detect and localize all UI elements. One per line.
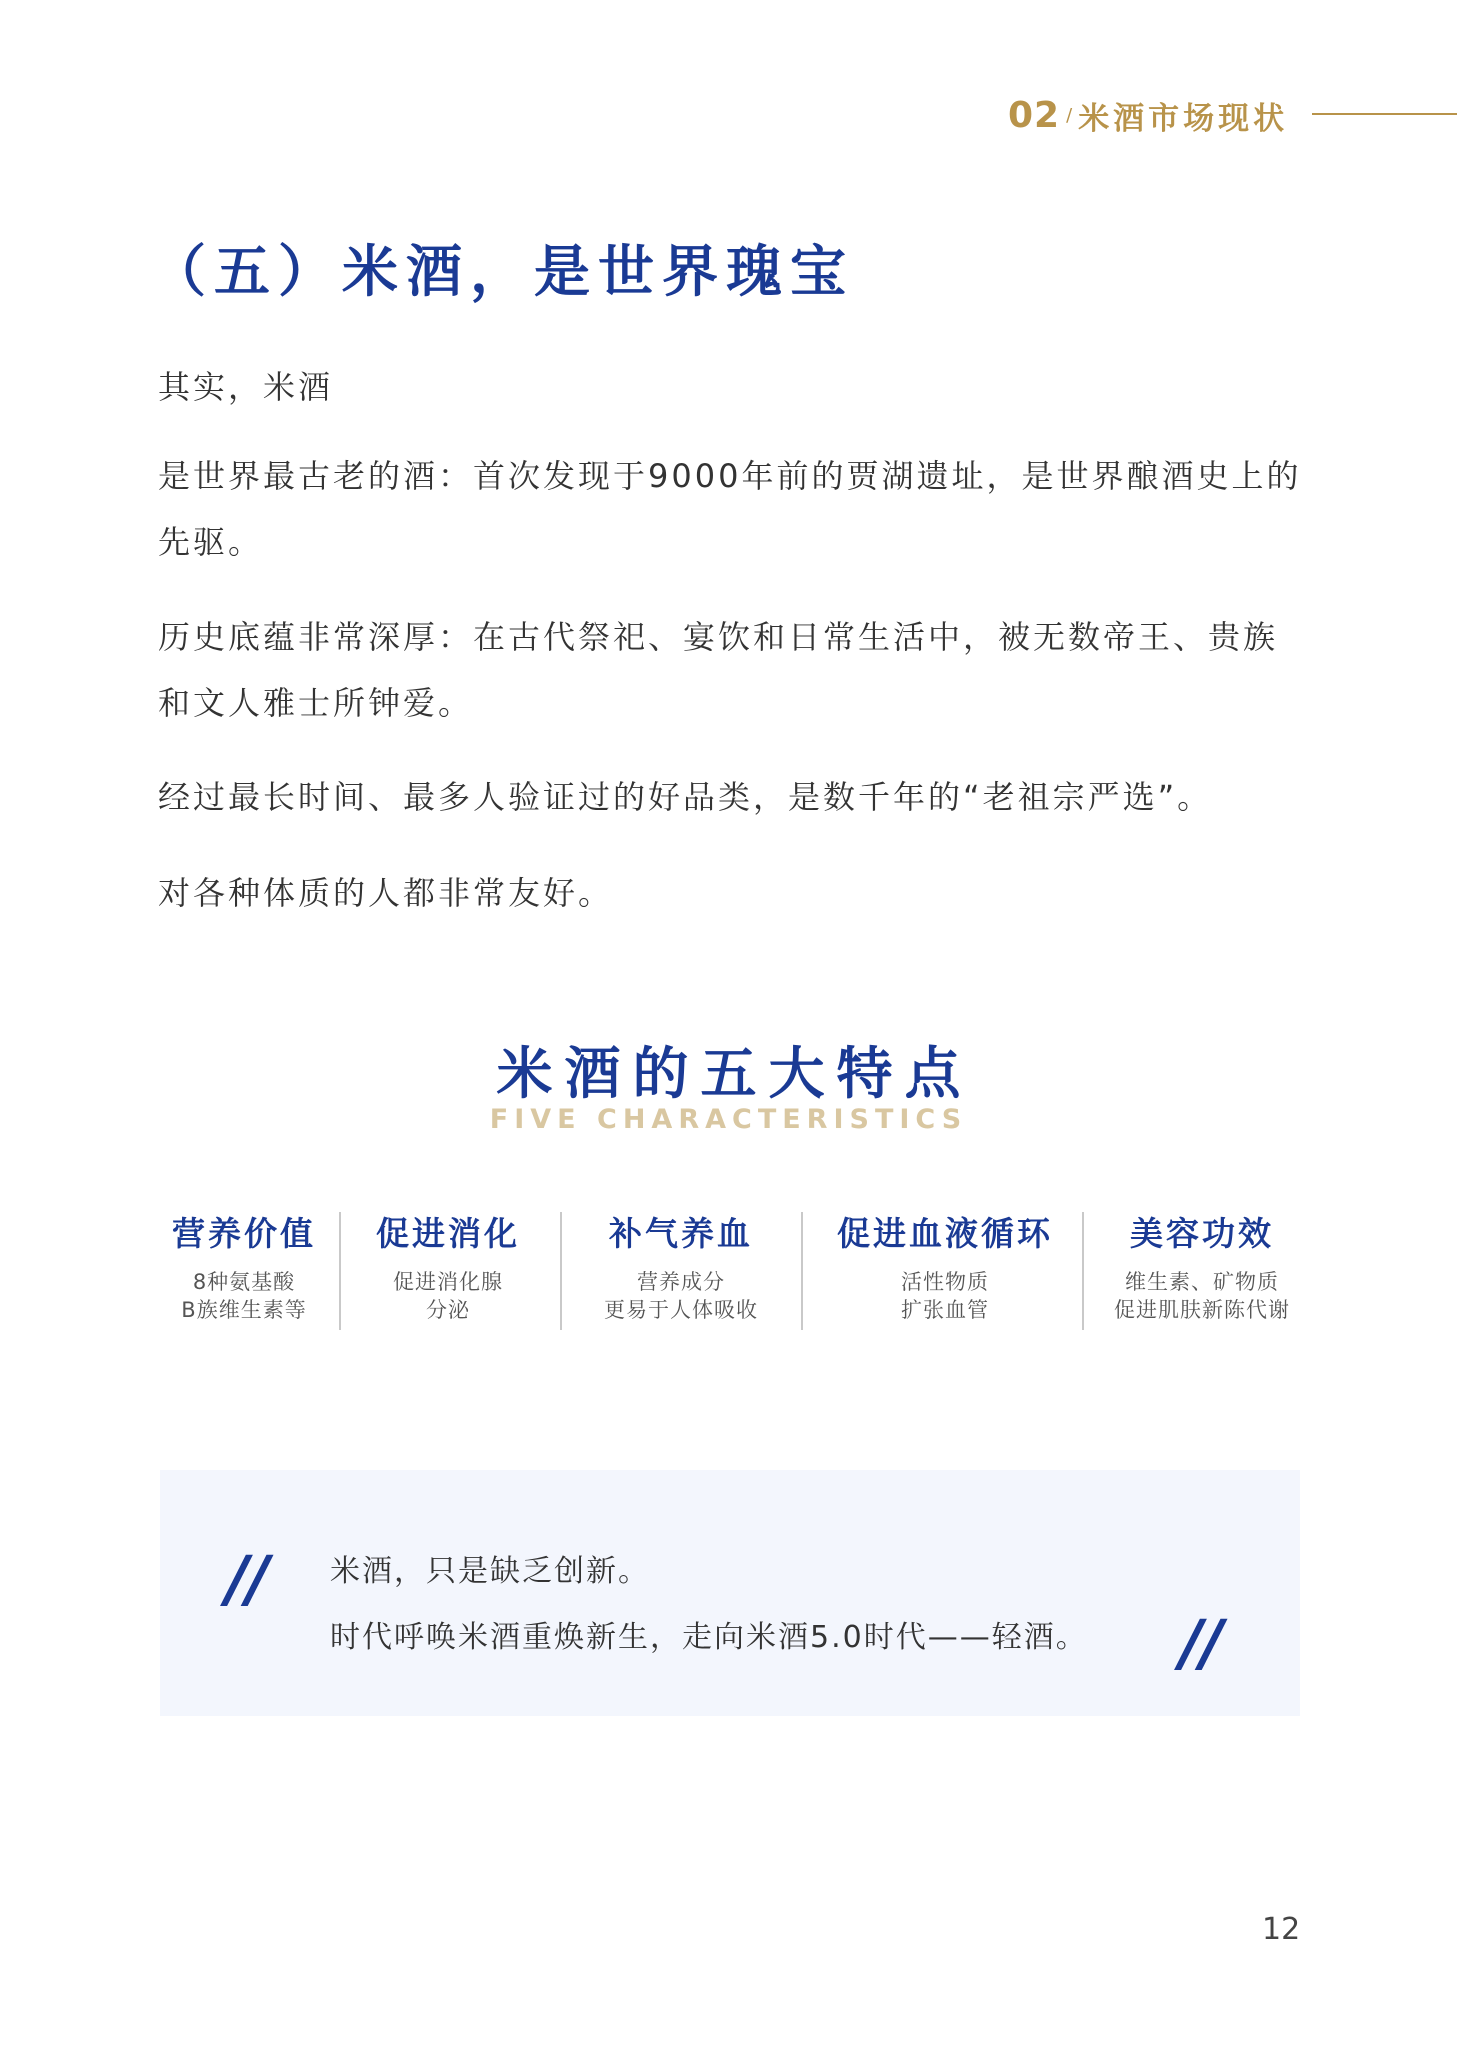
paragraph-verified: 经过最长时间、最多人验证过的好品类，是数千年的“老祖宗严选”。 (158, 778, 1213, 816)
quote-line-2: 时代呼唤米酒重焕新生，走向米酒5.0时代——轻酒。 (330, 1620, 1088, 1655)
feature-divider (801, 1212, 803, 1330)
feature-desc-line1: 活性物质 (901, 1270, 989, 1294)
feature-digestion (350, 1212, 546, 1330)
quote-line-1: 米酒，只是缺乏创新。 (330, 1554, 650, 1589)
page-number: 12 (1262, 1912, 1301, 1947)
feature-desc-line1: 营养成分 (637, 1270, 725, 1294)
feature-divider (339, 1212, 341, 1330)
paragraph-friendly: 对各种体质的人都非常友好。 (158, 874, 614, 912)
feature-nutrition (150, 1212, 338, 1330)
header-rule (1312, 113, 1457, 115)
feature-circulation (810, 1212, 1080, 1330)
feature-desc-line1: 维生素、矿物质 (1125, 1270, 1279, 1294)
feature-title: 营养价值 (172, 1214, 316, 1253)
feature-desc-line1: 8种氨基酸 (192, 1270, 296, 1294)
feature-title: 美容功效 (1130, 1214, 1274, 1253)
feature-desc-line2: 促进肌肤新陈代谢 (1114, 1298, 1290, 1322)
paragraph-history: 历史底蕴非常深厚：在古代祭祀、宴饮和日常生活中，被无数帝王、贵族和文人雅士所钟爱。 (158, 618, 1279, 722)
section-label: 米酒市场现状 (1078, 100, 1289, 137)
feature-title: 促进消化 (376, 1214, 520, 1253)
feature-desc-line2: 更易于人体吸收 (604, 1298, 758, 1322)
open-quote-icon: // (226, 1542, 268, 1615)
quote-box (160, 1470, 1300, 1716)
intro-paragraph: 其实，米酒 (158, 368, 334, 406)
feature-title: 促进血液循环 (837, 1214, 1053, 1253)
feature-title: 补气养血 (609, 1214, 753, 1253)
page-title: （五）米酒，是世界瑰宝 (150, 240, 854, 305)
feature-divider (560, 1212, 562, 1330)
feature-beauty (1094, 1212, 1310, 1330)
feature-desc-line2: B族维生素等 (181, 1298, 307, 1322)
feature-desc-line2: 分泌 (426, 1298, 470, 1322)
features-row (150, 1212, 1310, 1332)
feature-desc-line1: 促进消化腺 (393, 1270, 503, 1294)
features-title: 米酒的五大特点 (496, 1042, 973, 1107)
section-number: 02 (1008, 94, 1061, 136)
features-subtitle: FIVE CHARACTERISTICS (489, 1104, 968, 1135)
section-header (1008, 92, 1288, 138)
feature-blood-qi (570, 1212, 792, 1330)
section-separator: / (1066, 104, 1073, 126)
close-quote-icon: // (1180, 1606, 1222, 1679)
feature-desc-line2: 扩张血管 (901, 1298, 989, 1322)
feature-divider (1082, 1212, 1084, 1330)
paragraph-oldest: 是世界最古老的酒：首次发现于9000年前的贾湖遗址，是世界酿酒史上的先驱。 (158, 457, 1302, 561)
